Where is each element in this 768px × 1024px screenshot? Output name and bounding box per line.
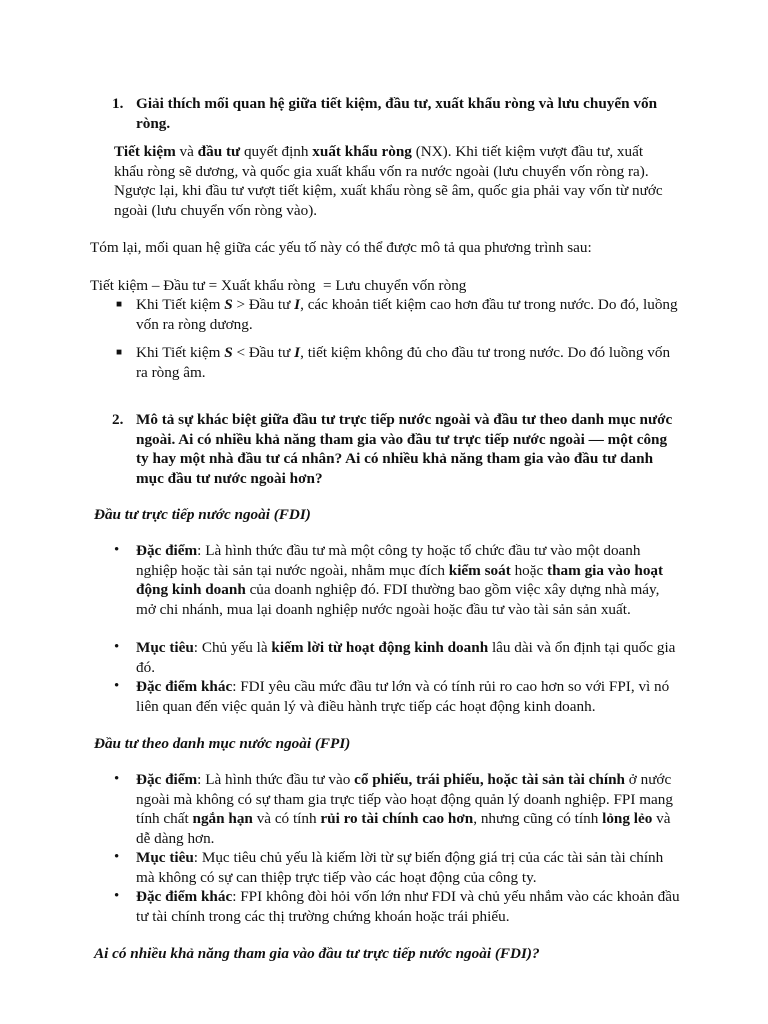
q2-number: 2. [112,411,124,428]
fdi-heading: Đầu tư trực tiếp nước ngoài (FDI) [94,506,311,523]
square-bullet-icon: ■ [116,347,123,358]
fpi-item-goal: Mục tiêu: Mục tiêu chủ yếu là kiếm lời từ sự biến động giá trị của các tài sản tài chính mà không có sự can thiệp trực tiếp vào các hoạt động của công ty. [136,849,664,886]
q2-title: Mô tả sự khác biệt giữa đầu tư trực tiếp nước ngoài và đầu tư theo danh mục nước ngoài. Ai có nhiều khả năng tham gia vào đầu tư trực tiếp nước ngoài — một công ty hay một nhà đầu tư cá nhân? Ai có nhiều khả năng tham gia vào đầu tư danh mục đầu tư nước ngoài hơn? [136,411,673,487]
final-question: Ai có nhiều khả năng tham gia vào đầu tư trực tiếp nước ngoài (FDI)? [94,945,540,962]
summary-text: Tóm lại, mối quan hệ giữa các yếu tố này có thể được mô tả qua phương trình sau: [90,239,592,256]
bullet-dot-icon: • [114,888,120,904]
bullet-dot-icon: • [114,542,120,558]
fpi-item-other: Đặc điểm khác: FPI không đòi hỏi vốn lớn như FDI và chủ yếu nhắm vào các khoản đầu tư tài chính trong các thị trường chứng khoán hoặc trái phiếu. [136,888,680,925]
bullet-item: Khi Tiết kiệm S < Đầu tư I, tiết kiệm không đủ cho đầu tư trong nước. Do đó luồng vốn ra ròng âm. [136,344,671,381]
square-bullet-icon: ■ [116,299,123,310]
bullet-dot-icon: • [114,771,120,787]
bullet-item: Khi Tiết kiệm S > Đầu tư I, các khoản tiết kiệm cao hơn đầu tư trong nước. Do đó, luồng vốn ra ròng dương. [136,296,678,333]
bullet-dot-icon: • [114,678,120,694]
bullet-dot-icon: • [114,639,120,655]
q1-paragraph: Tiết kiệm và đầu tư quyết định xuất khẩu ròng (NX). Khi tiết kiệm vượt đầu tư, xuất khẩu ròng sẽ dương, và quốc gia xuất khẩu vốn ra nước ngoài (lưu chuyển vốn ròng ra). Ngược lại, khi đầu tư vượt tiết kiệm, xuất khẩu ròng sẽ âm, quốc gia phải vay vốn từ nước ngoài (lưu chuyển vốn ròng vào). [114,143,663,219]
fpi-item-characteristics: Đặc điểm: Là hình thức đầu tư vào cổ phiếu, trái phiếu, hoặc tài sản tài chính ở nước ngoài mà không có sự tham gia trực tiếp vào hoạt động quản lý doanh nghiệp. FPI mang tính chất ngắn hạn và có tính rủi ro tài chính cao hơn, nhưng cũng có tính lỏng lẻo và dễ dàng hơn. [136,771,673,847]
q1-title: Giải thích mối quan hệ giữa tiết kiệm, đầu tư, xuất khẩu ròng và lưu chuyển vốn ròng. [136,95,658,132]
q1-number: 1. [112,95,124,112]
bullet-dot-icon: • [114,849,120,865]
fpi-heading: Đầu tư theo danh mục nước ngoài (FPI) [94,735,351,752]
fdi-item-characteristics: Đặc điểm: Là hình thức đầu tư mà một công ty hoặc tổ chức đầu tư vào một doanh nghiệp hoặc tài sản tại nước ngoài, nhằm mục đích kiểm soát hoặc tham gia vào hoạt động kinh doanh của doanh nghiệp đó. FDI thường bao gồm việc xây dựng nhà máy, mở chi nhánh, mua lại doanh nghiệp nước ngoài hoặc đầu tư vào tài sản sản xuất. [136,542,664,618]
fdi-item-other: Đặc điểm khác: FDI yêu cầu mức đầu tư lớn và có tính rủi ro cao hơn so với FPI, vì nó liên quan đến việc quản lý và điều hành trực tiếp các hoạt động kinh doanh. [136,678,670,715]
fdi-item-goal: Mục tiêu: Chủ yếu là kiếm lời từ hoạt động kinh doanh lâu dài và ổn định tại quốc gia đó. [136,639,676,676]
equation: Tiết kiệm – Đầu tư = Xuất khẩu ròng = Lưu chuyển vốn ròng [90,277,467,294]
